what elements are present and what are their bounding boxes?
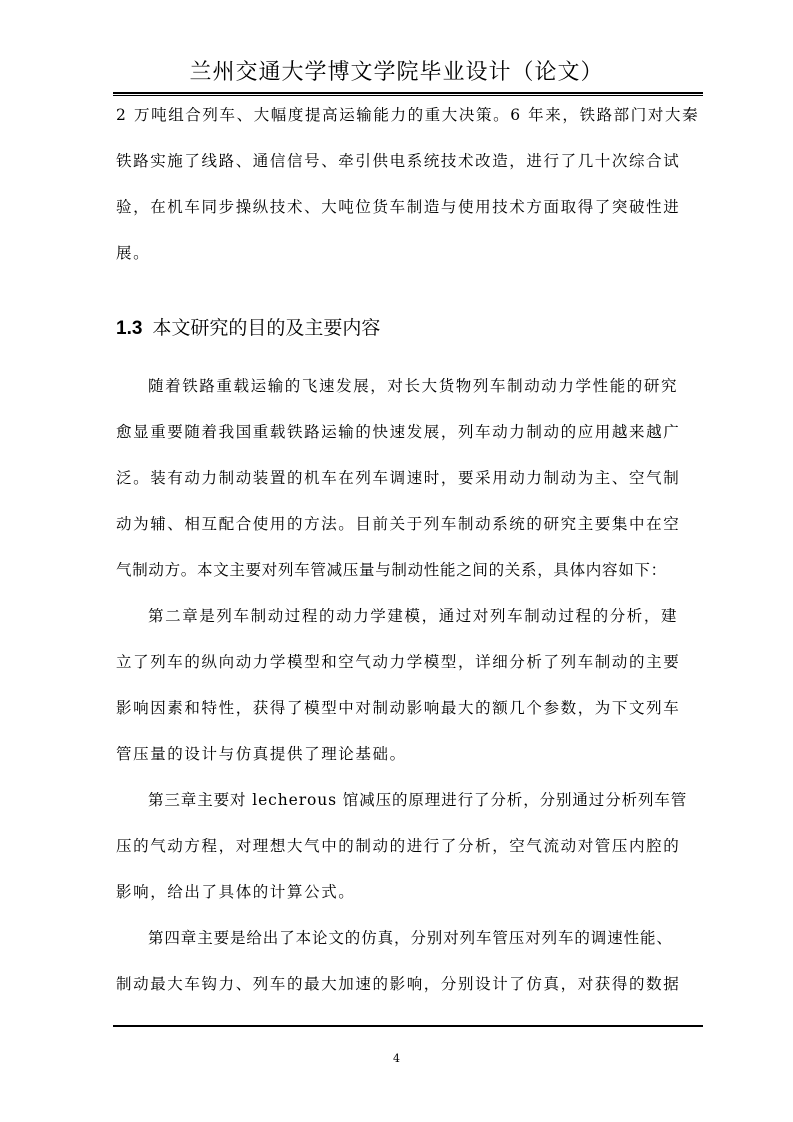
page-number: 4	[393, 1052, 400, 1065]
body-line: 动为辅、相互配合使用的方法。目前关于列车制动系统的研究主要集中在空	[116, 515, 681, 533]
section-title: 本文研究的目的及主要内容	[152, 317, 381, 339]
body-line: 影响因素和特性，获得了模型中对制动影响最大的额几个参数，为下文列车	[116, 699, 681, 717]
body-line: 2 万吨组合列车、大幅度提高运输能力的重大决策。6 年来，铁路部门对大秦	[116, 106, 700, 124]
body-line: 展。	[116, 244, 151, 262]
body-line: 第四章主要是给出了本论文的仿真，分别对列车管压对列车的调速性能、	[148, 929, 673, 947]
body-line: 管压量的设计与仿真提供了理论基础。	[116, 745, 407, 763]
body-line: 制动最大车钩力、列车的最大加速的影响，分别设计了仿真，对获得的数据	[116, 975, 681, 993]
body-line: 随着铁路重载运输的飞速发展，对长大货物列车制动动力学性能的研究	[148, 377, 679, 395]
body-line: 立了列车的纵向动力学模型和空气动力学模型，详细分析了列车制动的主要	[116, 653, 681, 671]
body-line: 压的气动方程，对理想大气中的制动的进行了分析，空气流动对管压内腔的	[116, 837, 681, 855]
section-number: 1.3	[116, 318, 143, 339]
body-line: 第二章是列车制动过程的动力学建模，通过对列车制动过程的分析，建	[148, 607, 679, 625]
section-heading	[116, 313, 380, 340]
body-line: 验，在机车同步操纵技术、大吨位货车制造与使用技术方面取得了突破性进	[116, 198, 681, 216]
body-line: 第三章主要对 lecherous 馆减压的原理进行了分析，分别通过分析列车管	[148, 791, 688, 809]
body-line: 影响，给出了具体的计算公式。	[116, 883, 356, 901]
page-header-title: 兰州交通大学博文学院毕业设计（论文）	[189, 60, 604, 85]
body-line: 铁路实施了线路、通信信号、牵引供电系统技术改造，进行了几十次综合试	[116, 152, 681, 170]
header-rule	[113, 92, 703, 94]
footer-rule	[113, 1025, 703, 1027]
body-line: 泛。装有动力制动装置的机车在列车调速时，要采用动力制动为主、空气制	[116, 469, 681, 487]
body-line: 愈显重要随着我国重载铁路运输的快速发展，列车动力制动的应用越来越广	[116, 423, 681, 441]
header-rule-thin	[113, 95, 703, 96]
body-line: 气制动方。本文主要对列车管减压量与制动性能之间的关系，具体内容如下：	[116, 561, 667, 579]
